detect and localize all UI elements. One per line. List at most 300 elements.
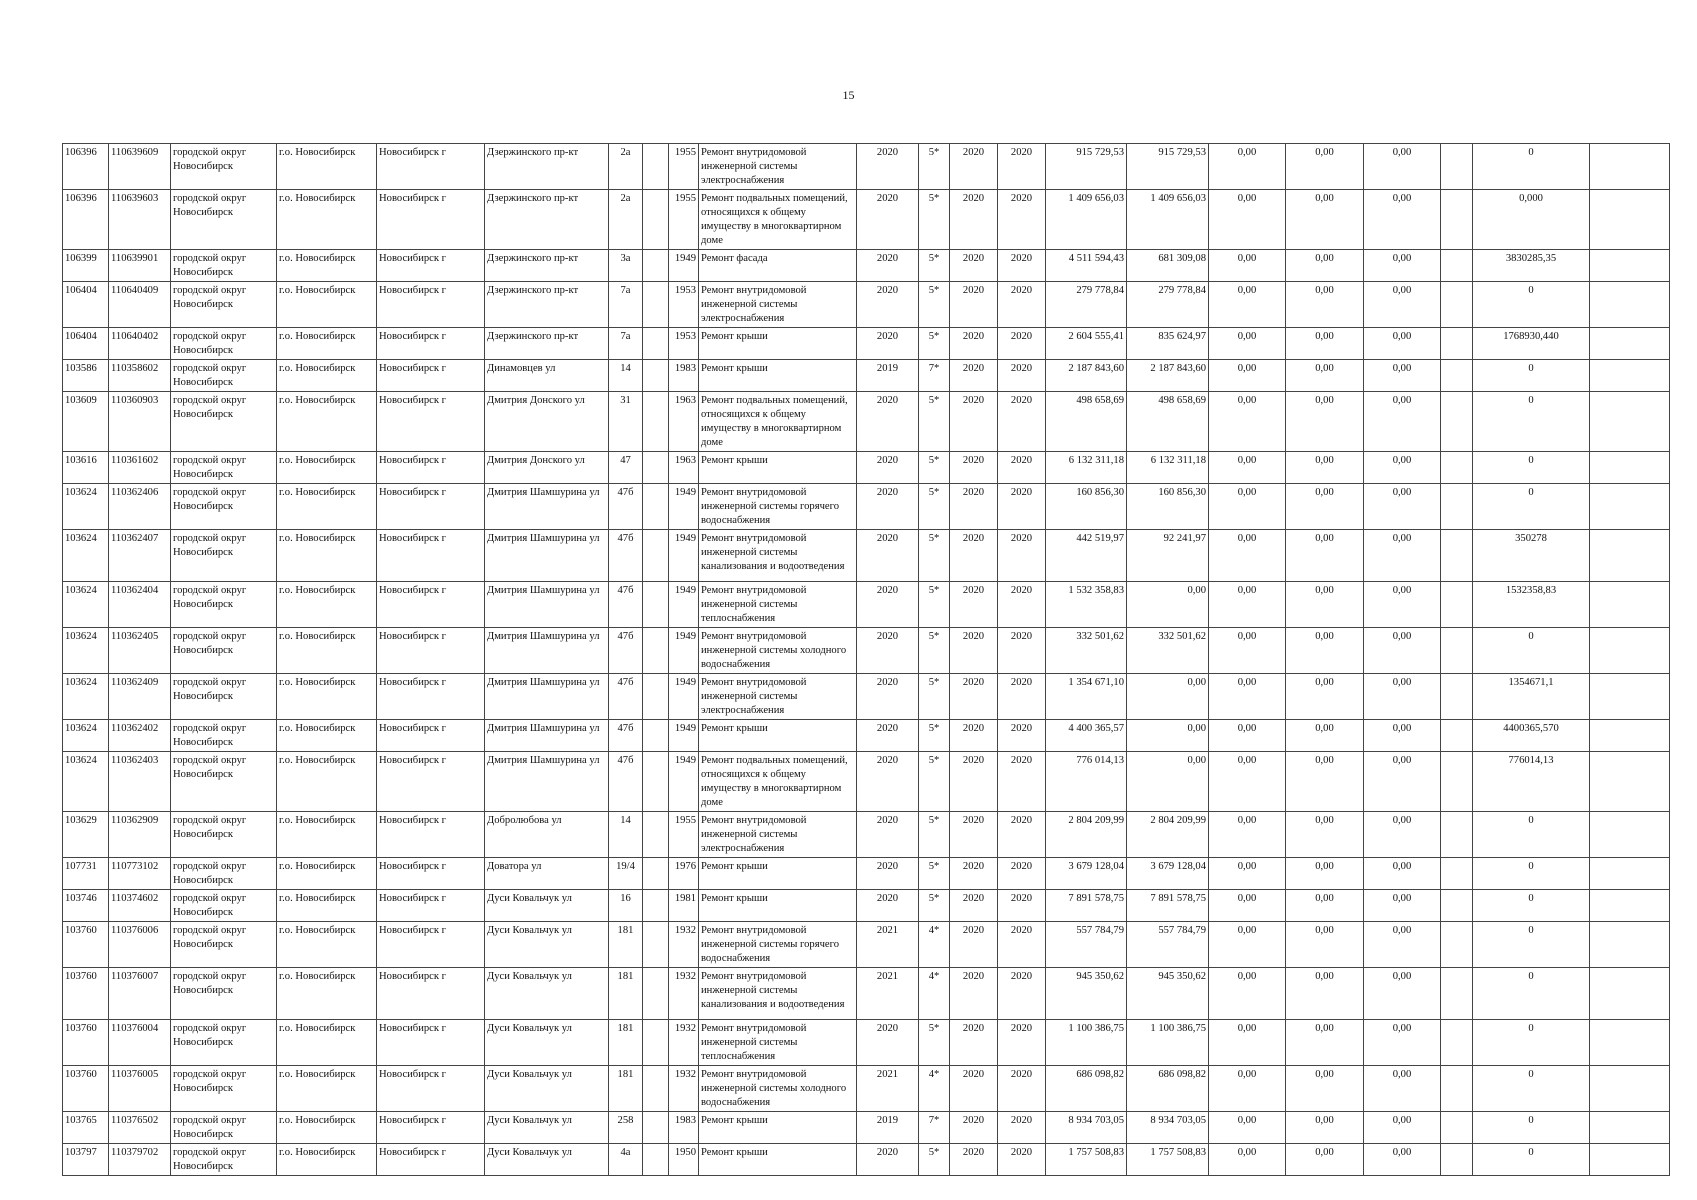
cell-okrug: г.о. Новосибирск xyxy=(277,1020,377,1066)
cell-cost-a: 332 501,62 xyxy=(1127,628,1209,674)
cell-col13: 2020 xyxy=(950,674,998,720)
cell-object-id: 110362409 xyxy=(109,674,171,720)
cell-object-id: 110360903 xyxy=(109,392,171,452)
cell-object-id: 110376004 xyxy=(109,1020,171,1066)
cell-locality: Новосибирск г xyxy=(377,144,485,190)
cell-total-cost: 557 784,79 xyxy=(1046,922,1127,968)
cell-cost-c: 0,00 xyxy=(1286,752,1364,812)
cell-work-type: Ремонт внутридомовой инженерной системы теплоснабжения xyxy=(699,1020,857,1066)
cell-cost-c: 0,00 xyxy=(1286,890,1364,922)
cell-plan-year: 2020 xyxy=(857,484,919,530)
table-row xyxy=(63,282,1670,328)
cell-year-built: 1953 xyxy=(669,282,699,328)
cell-col8 xyxy=(643,282,669,328)
cell-col14: 2020 xyxy=(998,890,1046,922)
cell-col8 xyxy=(643,190,669,250)
cell-col8 xyxy=(643,628,669,674)
cell-year-built: 1976 xyxy=(669,858,699,890)
cell-work-type: Ремонт внутридомовой инженерной системы теплоснабжения xyxy=(699,582,857,628)
cell-col8 xyxy=(643,392,669,452)
cell-col13: 2020 xyxy=(950,190,998,250)
cell-col14: 2020 xyxy=(998,812,1046,858)
cell-plan-year: 2020 xyxy=(857,582,919,628)
cell-col20 xyxy=(1441,674,1473,720)
cell-cost-c: 0,00 xyxy=(1286,1020,1364,1066)
cell-col8 xyxy=(643,1020,669,1066)
cell-cost-d: 0,00 xyxy=(1364,530,1441,582)
cell-work-type: Ремонт подвальных помещений, относящихся к общему имуществу в многоквартирном доме xyxy=(699,392,857,452)
cell-cost-c: 0,00 xyxy=(1286,328,1364,360)
cell-cost-e: 3830285,35 xyxy=(1473,250,1590,282)
cell-object-id: 110362909 xyxy=(109,812,171,858)
cell-total-cost: 1 100 386,75 xyxy=(1046,1020,1127,1066)
cell-col22 xyxy=(1590,1020,1670,1066)
cell-work-type: Ремонт крыши xyxy=(699,328,857,360)
cell-col14: 2020 xyxy=(998,360,1046,392)
table-row xyxy=(63,1066,1670,1112)
cell-total-cost: 6 132 311,18 xyxy=(1046,452,1127,484)
cell-plan-year: 2020 xyxy=(857,144,919,190)
cell-total-cost: 686 098,82 xyxy=(1046,1066,1127,1112)
cell-plan-year: 2020 xyxy=(857,812,919,858)
cell-total-cost: 2 804 209,99 xyxy=(1046,812,1127,858)
table-row xyxy=(63,1144,1670,1176)
cell-col22 xyxy=(1590,858,1670,890)
cell-plan-year: 2020 xyxy=(857,328,919,360)
cell-plan-year: 2020 xyxy=(857,752,919,812)
cell-cost-b: 0,00 xyxy=(1209,674,1286,720)
cell-municipality: городской округ Новосибирск xyxy=(171,484,277,530)
cell-okrug: г.о. Новосибирск xyxy=(277,922,377,968)
cell-col13: 2020 xyxy=(950,452,998,484)
cell-work-type: Ремонт крыши xyxy=(699,720,857,752)
cell-cost-d: 0,00 xyxy=(1364,674,1441,720)
cell-cost-a: 1 100 386,75 xyxy=(1127,1020,1209,1066)
cell-col8 xyxy=(643,144,669,190)
cell-house-id: 103629 xyxy=(63,812,109,858)
cell-house-no: 4а xyxy=(609,1144,643,1176)
cell-municipality: городской округ Новосибирск xyxy=(171,452,277,484)
cell-plan-year: 2019 xyxy=(857,360,919,392)
cell-locality: Новосибирск г xyxy=(377,190,485,250)
cell-house-no: 2а xyxy=(609,190,643,250)
cell-cost-a: 0,00 xyxy=(1127,720,1209,752)
cell-col22 xyxy=(1590,250,1670,282)
cell-col12: 5* xyxy=(919,282,950,328)
cell-okrug: г.о. Новосибирск xyxy=(277,360,377,392)
cell-col14: 2020 xyxy=(998,484,1046,530)
cell-locality: Новосибирск г xyxy=(377,1066,485,1112)
cell-total-cost: 1 354 671,10 xyxy=(1046,674,1127,720)
cell-work-type: Ремонт крыши xyxy=(699,1112,857,1144)
cell-total-cost: 1 409 656,03 xyxy=(1046,190,1127,250)
cell-plan-year: 2020 xyxy=(857,720,919,752)
cell-col14: 2020 xyxy=(998,1066,1046,1112)
cell-work-type: Ремонт внутридомовой инженерной системы канализования и водоотведения xyxy=(699,968,857,1020)
cell-total-cost: 4 511 594,43 xyxy=(1046,250,1127,282)
cell-col13: 2020 xyxy=(950,328,998,360)
cell-col22 xyxy=(1590,144,1670,190)
cell-municipality: городской округ Новосибирск xyxy=(171,250,277,282)
cell-house-no: 7а xyxy=(609,328,643,360)
cell-year-built: 1932 xyxy=(669,1066,699,1112)
cell-cost-d: 0,00 xyxy=(1364,858,1441,890)
cell-col12: 5* xyxy=(919,720,950,752)
cell-municipality: городской округ Новосибирск xyxy=(171,752,277,812)
cell-cost-b: 0,00 xyxy=(1209,1112,1286,1144)
table-row xyxy=(63,530,1670,582)
cell-locality: Новосибирск г xyxy=(377,1144,485,1176)
cell-work-type: Ремонт внутридомовой инженерной системы электроснабжения xyxy=(699,144,857,190)
cell-house-no: 181 xyxy=(609,968,643,1020)
cell-locality: Новосибирск г xyxy=(377,484,485,530)
cell-col12: 5* xyxy=(919,190,950,250)
cell-col14: 2020 xyxy=(998,752,1046,812)
cell-col20 xyxy=(1441,582,1473,628)
cell-cost-e: 350278 xyxy=(1473,530,1590,582)
cell-work-type: Ремонт крыши xyxy=(699,890,857,922)
cell-col22 xyxy=(1590,282,1670,328)
cell-street: Дуси Ковальчук ул xyxy=(485,1020,609,1066)
cell-municipality: городской округ Новосибирск xyxy=(171,282,277,328)
table-row xyxy=(63,752,1670,812)
cell-col20 xyxy=(1441,752,1473,812)
cell-col8 xyxy=(643,452,669,484)
cell-col20 xyxy=(1441,282,1473,328)
cell-street: Дмитрия Шамшурина ул xyxy=(485,720,609,752)
cell-col20 xyxy=(1441,530,1473,582)
cell-street: Дмитрия Шамшурина ул xyxy=(485,582,609,628)
cell-plan-year: 2020 xyxy=(857,282,919,328)
cell-cost-c: 0,00 xyxy=(1286,1112,1364,1144)
cell-cost-b: 0,00 xyxy=(1209,392,1286,452)
cell-municipality: городской округ Новосибирск xyxy=(171,720,277,752)
table-row xyxy=(63,484,1670,530)
cell-col20 xyxy=(1441,922,1473,968)
cell-col13: 2020 xyxy=(950,530,998,582)
cell-col14: 2020 xyxy=(998,452,1046,484)
cell-work-type: Ремонт крыши xyxy=(699,858,857,890)
cell-year-built: 1949 xyxy=(669,628,699,674)
cell-cost-d: 0,00 xyxy=(1364,1112,1441,1144)
cell-col12: 5* xyxy=(919,484,950,530)
cell-col12: 4* xyxy=(919,922,950,968)
cell-municipality: городской округ Новосибирск xyxy=(171,968,277,1020)
cell-cost-d: 0,00 xyxy=(1364,890,1441,922)
cell-col8 xyxy=(643,752,669,812)
cell-col12: 5* xyxy=(919,752,950,812)
cell-col8 xyxy=(643,360,669,392)
cell-work-type: Ремонт внутридомовой инженерной системы горячего водоснабжения xyxy=(699,484,857,530)
cell-okrug: г.о. Новосибирск xyxy=(277,890,377,922)
cell-total-cost: 8 934 703,05 xyxy=(1046,1112,1127,1144)
cell-col13: 2020 xyxy=(950,1112,998,1144)
cell-plan-year: 2020 xyxy=(857,530,919,582)
cell-cost-d: 0,00 xyxy=(1364,250,1441,282)
cell-col14: 2020 xyxy=(998,674,1046,720)
table-row xyxy=(63,452,1670,484)
cell-year-built: 1949 xyxy=(669,250,699,282)
cell-col20 xyxy=(1441,812,1473,858)
cell-plan-year: 2021 xyxy=(857,922,919,968)
cell-col13: 2020 xyxy=(950,392,998,452)
cell-cost-d: 0,00 xyxy=(1364,968,1441,1020)
cell-house-id: 106396 xyxy=(63,144,109,190)
cell-col22 xyxy=(1590,360,1670,392)
cell-col14: 2020 xyxy=(998,1112,1046,1144)
cell-municipality: городской округ Новосибирск xyxy=(171,628,277,674)
cell-plan-year: 2020 xyxy=(857,250,919,282)
cell-plan-year: 2020 xyxy=(857,628,919,674)
cell-okrug: г.о. Новосибирск xyxy=(277,674,377,720)
cell-cost-c: 0,00 xyxy=(1286,144,1364,190)
cell-cost-d: 0,00 xyxy=(1364,484,1441,530)
cell-col12: 5* xyxy=(919,582,950,628)
cell-year-built: 1932 xyxy=(669,922,699,968)
cell-col22 xyxy=(1590,812,1670,858)
cell-house-id: 107731 xyxy=(63,858,109,890)
cell-col13: 2020 xyxy=(950,968,998,1020)
table-row xyxy=(63,628,1670,674)
cell-locality: Новосибирск г xyxy=(377,282,485,328)
cell-col22 xyxy=(1590,582,1670,628)
cell-locality: Новосибирск г xyxy=(377,328,485,360)
cell-cost-b: 0,00 xyxy=(1209,282,1286,328)
cell-cost-b: 0,00 xyxy=(1209,858,1286,890)
cell-col20 xyxy=(1441,890,1473,922)
cell-cost-a: 0,00 xyxy=(1127,582,1209,628)
cell-col22 xyxy=(1590,392,1670,452)
cell-house-id: 103616 xyxy=(63,452,109,484)
cell-year-built: 1981 xyxy=(669,890,699,922)
cell-okrug: г.о. Новосибирск xyxy=(277,530,377,582)
cell-house-id: 103624 xyxy=(63,674,109,720)
cell-municipality: городской округ Новосибирск xyxy=(171,144,277,190)
cell-street: Дуси Ковальчук ул xyxy=(485,1112,609,1144)
cell-work-type: Ремонт внутридомовой инженерной системы электроснабжения xyxy=(699,282,857,328)
cell-work-type: Ремонт внутридомовой инженерной системы холодного водоснабжения xyxy=(699,1066,857,1112)
cell-okrug: г.о. Новосибирск xyxy=(277,328,377,360)
cell-work-type: Ремонт внутридомовой инженерной системы электроснабжения xyxy=(699,812,857,858)
cell-locality: Новосибирск г xyxy=(377,1020,485,1066)
cell-okrug: г.о. Новосибирск xyxy=(277,752,377,812)
cell-street: Дмитрия Шамшурина ул xyxy=(485,674,609,720)
cell-col22 xyxy=(1590,1066,1670,1112)
cell-total-cost: 945 350,62 xyxy=(1046,968,1127,1020)
cell-municipality: городской округ Новосибирск xyxy=(171,530,277,582)
cell-year-built: 1963 xyxy=(669,452,699,484)
cell-cost-b: 0,00 xyxy=(1209,328,1286,360)
cell-municipality: городской округ Новосибирск xyxy=(171,1066,277,1112)
cell-col8 xyxy=(643,484,669,530)
cell-year-built: 1932 xyxy=(669,1020,699,1066)
cell-col12: 5* xyxy=(919,452,950,484)
cell-house-no: 7а xyxy=(609,282,643,328)
table-row xyxy=(63,922,1670,968)
cell-street: Дуси Ковальчук ул xyxy=(485,1144,609,1176)
cell-cost-d: 0,00 xyxy=(1364,922,1441,968)
cell-house-id: 106404 xyxy=(63,328,109,360)
cell-cost-c: 0,00 xyxy=(1286,392,1364,452)
cell-cost-a: 498 658,69 xyxy=(1127,392,1209,452)
cell-plan-year: 2021 xyxy=(857,968,919,1020)
table-row xyxy=(63,144,1670,190)
cell-year-built: 1983 xyxy=(669,360,699,392)
cell-work-type: Ремонт подвальных помещений, относящихся к общему имуществу в многоквартирном доме xyxy=(699,190,857,250)
cell-cost-e: 0 xyxy=(1473,1144,1590,1176)
table-row xyxy=(63,674,1670,720)
cell-cost-b: 0,00 xyxy=(1209,628,1286,674)
cell-house-id: 106399 xyxy=(63,250,109,282)
cell-municipality: городской округ Новосибирск xyxy=(171,1020,277,1066)
cell-cost-b: 0,00 xyxy=(1209,144,1286,190)
repair-registry-table xyxy=(62,143,1670,1176)
cell-total-cost: 498 658,69 xyxy=(1046,392,1127,452)
cell-col14: 2020 xyxy=(998,922,1046,968)
cell-object-id: 110376007 xyxy=(109,968,171,1020)
cell-cost-e: 0 xyxy=(1473,812,1590,858)
cell-col13: 2020 xyxy=(950,922,998,968)
cell-cost-a: 92 241,97 xyxy=(1127,530,1209,582)
cell-col14: 2020 xyxy=(998,392,1046,452)
cell-cost-d: 0,00 xyxy=(1364,628,1441,674)
cell-col20 xyxy=(1441,360,1473,392)
cell-plan-year: 2020 xyxy=(857,890,919,922)
cell-okrug: г.о. Новосибирск xyxy=(277,968,377,1020)
cell-work-type: Ремонт крыши xyxy=(699,1144,857,1176)
cell-cost-e: 0 xyxy=(1473,484,1590,530)
cell-cost-e: 0 xyxy=(1473,890,1590,922)
cell-object-id: 110358602 xyxy=(109,360,171,392)
cell-cost-d: 0,00 xyxy=(1364,392,1441,452)
cell-col14: 2020 xyxy=(998,582,1046,628)
cell-work-type: Ремонт внутридомовой инженерной системы канализования и водоотведения xyxy=(699,530,857,582)
cell-cost-e: 0 xyxy=(1473,452,1590,484)
cell-locality: Новосибирск г xyxy=(377,530,485,582)
cell-cost-d: 0,00 xyxy=(1364,452,1441,484)
cell-cost-b: 0,00 xyxy=(1209,720,1286,752)
cell-cost-c: 0,00 xyxy=(1286,922,1364,968)
cell-col13: 2020 xyxy=(950,752,998,812)
cell-street: Дмитрия Донского ул xyxy=(485,452,609,484)
cell-cost-d: 0,00 xyxy=(1364,144,1441,190)
cell-col8 xyxy=(643,674,669,720)
cell-object-id: 110361602 xyxy=(109,452,171,484)
cell-okrug: г.о. Новосибирск xyxy=(277,282,377,328)
cell-col13: 2020 xyxy=(950,1066,998,1112)
cell-col20 xyxy=(1441,968,1473,1020)
cell-col13: 2020 xyxy=(950,1020,998,1066)
cell-object-id: 110376006 xyxy=(109,922,171,968)
cell-locality: Новосибирск г xyxy=(377,858,485,890)
cell-street: Дуси Ковальчук ул xyxy=(485,890,609,922)
cell-col22 xyxy=(1590,452,1670,484)
cell-cost-c: 0,00 xyxy=(1286,674,1364,720)
cell-municipality: городской округ Новосибирск xyxy=(171,1144,277,1176)
cell-house-no: 16 xyxy=(609,890,643,922)
cell-year-built: 1983 xyxy=(669,1112,699,1144)
cell-col14: 2020 xyxy=(998,1020,1046,1066)
cell-house-no: 14 xyxy=(609,360,643,392)
cell-year-built: 1949 xyxy=(669,720,699,752)
cell-col12: 4* xyxy=(919,968,950,1020)
cell-cost-e: 1768930,440 xyxy=(1473,328,1590,360)
cell-okrug: г.о. Новосибирск xyxy=(277,1066,377,1112)
cell-street: Дмитрия Донского ул xyxy=(485,392,609,452)
cell-cost-a: 557 784,79 xyxy=(1127,922,1209,968)
cell-street: Дуси Ковальчук ул xyxy=(485,1066,609,1112)
cell-okrug: г.о. Новосибирск xyxy=(277,392,377,452)
cell-cost-d: 0,00 xyxy=(1364,1020,1441,1066)
cell-col12: 5* xyxy=(919,144,950,190)
cell-street: Дзержинского пр-кт xyxy=(485,190,609,250)
cell-cost-c: 0,00 xyxy=(1286,530,1364,582)
page-number: 15 xyxy=(842,88,855,102)
cell-locality: Новосибирск г xyxy=(377,968,485,1020)
cell-col12: 5* xyxy=(919,530,950,582)
cell-col8 xyxy=(643,720,669,752)
cell-cost-a: 1 409 656,03 xyxy=(1127,190,1209,250)
cell-house-id: 103586 xyxy=(63,360,109,392)
cell-col12: 5* xyxy=(919,328,950,360)
cell-col8 xyxy=(643,968,669,1020)
cell-cost-b: 0,00 xyxy=(1209,1020,1286,1066)
table-row xyxy=(63,328,1670,360)
cell-street: Дуси Ковальчук ул xyxy=(485,922,609,968)
cell-locality: Новосибирск г xyxy=(377,1112,485,1144)
cell-cost-c: 0,00 xyxy=(1286,250,1364,282)
cell-cost-d: 0,00 xyxy=(1364,582,1441,628)
cell-cost-e: 0 xyxy=(1473,922,1590,968)
cell-municipality: городской округ Новосибирск xyxy=(171,360,277,392)
cell-object-id: 110376005 xyxy=(109,1066,171,1112)
cell-okrug: г.о. Новосибирск xyxy=(277,144,377,190)
cell-cost-d: 0,00 xyxy=(1364,282,1441,328)
cell-okrug: г.о. Новосибирск xyxy=(277,452,377,484)
cell-cost-b: 0,00 xyxy=(1209,968,1286,1020)
cell-year-built: 1955 xyxy=(669,812,699,858)
cell-year-built: 1949 xyxy=(669,530,699,582)
cell-total-cost: 4 400 365,57 xyxy=(1046,720,1127,752)
cell-cost-e: 0 xyxy=(1473,858,1590,890)
cell-object-id: 110640402 xyxy=(109,328,171,360)
cell-house-id: 103760 xyxy=(63,1066,109,1112)
cell-object-id: 110376502 xyxy=(109,1112,171,1144)
cell-cost-b: 0,00 xyxy=(1209,360,1286,392)
cell-cost-c: 0,00 xyxy=(1286,484,1364,530)
cell-cost-b: 0,00 xyxy=(1209,1144,1286,1176)
cell-cost-c: 0,00 xyxy=(1286,1066,1364,1112)
cell-col13: 2020 xyxy=(950,1144,998,1176)
cell-col14: 2020 xyxy=(998,1144,1046,1176)
cell-plan-year: 2020 xyxy=(857,392,919,452)
cell-cost-e: 776014,13 xyxy=(1473,752,1590,812)
table-row xyxy=(63,250,1670,282)
table-row xyxy=(63,858,1670,890)
cell-municipality: городской округ Новосибирск xyxy=(171,922,277,968)
table-body xyxy=(63,144,1670,1176)
cell-col8 xyxy=(643,922,669,968)
table-row xyxy=(63,1020,1670,1066)
cell-year-built: 1949 xyxy=(669,484,699,530)
cell-house-no: 31 xyxy=(609,392,643,452)
cell-col20 xyxy=(1441,858,1473,890)
cell-col8 xyxy=(643,328,669,360)
cell-plan-year: 2021 xyxy=(857,1066,919,1112)
cell-locality: Новосибирск г xyxy=(377,250,485,282)
cell-object-id: 110362402 xyxy=(109,720,171,752)
cell-locality: Новосибирск г xyxy=(377,752,485,812)
